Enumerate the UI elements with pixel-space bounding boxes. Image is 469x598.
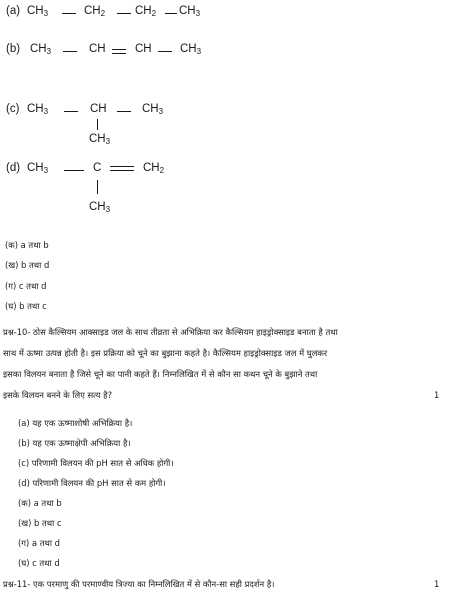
single-bond xyxy=(64,170,84,171)
group-ch3: $CH_3$ xyxy=(27,5,49,18)
group-ch2: $CH_2$ xyxy=(84,5,106,18)
option-kha: (ख) b तथा d xyxy=(5,260,50,270)
double-bond-lower xyxy=(110,170,134,171)
question-text-line: इसका विलयन बनाता है जिसे चूने का पानी कहते हैं। निम्नलिखित में से कौन सा कथन चूने के बुझाने तथा xyxy=(3,369,318,379)
group-ch3: $CH_3$ xyxy=(27,103,49,116)
option-ga: (ग) a तथा d xyxy=(18,538,60,548)
branch-ch3: $CH_3$ xyxy=(89,201,111,214)
question-text-line: साथ में ऊष्मा उत्पन्न होती है। इस प्रक्रिया को चूने का बुझाना कहते है। कैल्सियम हाइड्रोक्साइड जल में घुलकर xyxy=(3,348,328,358)
option-ka: (क) a तथा b xyxy=(5,240,49,250)
single-bond xyxy=(63,51,77,52)
double-bond-lower xyxy=(112,53,126,54)
double-bond-upper xyxy=(110,166,134,167)
group-ch3: $CH_3$ xyxy=(180,43,202,56)
structure-label: (c) xyxy=(6,103,20,115)
statement-b: (b) यह एक ऊष्माक्षेपी अभिक्रिया है। xyxy=(18,438,131,448)
group-ch3: $CH_3$ xyxy=(27,162,49,175)
group-ch3: $CH_3$ xyxy=(30,43,52,56)
single-bond xyxy=(165,13,177,14)
group-ch: CH xyxy=(135,43,152,55)
group-ch2: $CH_2$ xyxy=(143,162,165,175)
structure-label: (b) xyxy=(6,43,21,55)
option-gha: (घ) c तथा d xyxy=(18,558,60,568)
single-bond xyxy=(158,51,172,52)
question-text-line: इसके विलयन बनने के लिए सत्य है? xyxy=(3,390,113,400)
double-bond-upper xyxy=(112,49,126,50)
group-ch3: $CH_3$ xyxy=(142,103,164,116)
option-kha: (ख) b तथा c xyxy=(18,518,62,528)
group-c: C xyxy=(93,162,102,174)
single-bond xyxy=(62,13,76,14)
group-ch: CH xyxy=(90,103,107,115)
vertical-bond xyxy=(97,180,98,194)
statement-d: (d) परिणामी विलयन की pH सात से कम होगी। xyxy=(18,478,166,488)
statement-c: (c) परिणामी विलयन की pH सात से अधिक होगी। xyxy=(18,458,174,468)
marks: 1 xyxy=(434,390,440,400)
single-bond xyxy=(117,13,131,14)
group-ch2: $CH_2$ xyxy=(135,5,157,18)
statement-a: (a) यह एक ऊष्माशोषी अभिक्रिया है। xyxy=(18,418,133,428)
question-text-line: प्रश्न-10- ठोस कैल्सियम आक्साइड जल के साथ तीव्रता से अभिक्रिया कर कैल्सियम हाइड्रोक्साइड बनाता है तथा xyxy=(3,327,338,337)
single-bond xyxy=(64,111,78,112)
branch-ch3: $CH_3$ xyxy=(89,133,111,146)
structure-label: (a) xyxy=(6,5,21,17)
group-ch: CH xyxy=(89,43,106,55)
option-gha: (घ) b तथा c xyxy=(5,301,47,311)
option-ga: (ग) c तथा d xyxy=(5,281,47,291)
option-ka: (क) a तथा b xyxy=(18,498,62,508)
marks: 1 xyxy=(434,579,440,589)
single-bond xyxy=(117,111,131,112)
question-text-line: प्रश्न-11- एक परमाणु की परमाण्वीय त्रिज्या का निम्नलिखित में से कौन-सा सही प्रदर्शन है। xyxy=(3,579,275,589)
structure-label: (d) xyxy=(6,162,21,174)
group-ch3: $CH_3$ xyxy=(179,5,201,18)
vertical-bond xyxy=(97,119,98,130)
